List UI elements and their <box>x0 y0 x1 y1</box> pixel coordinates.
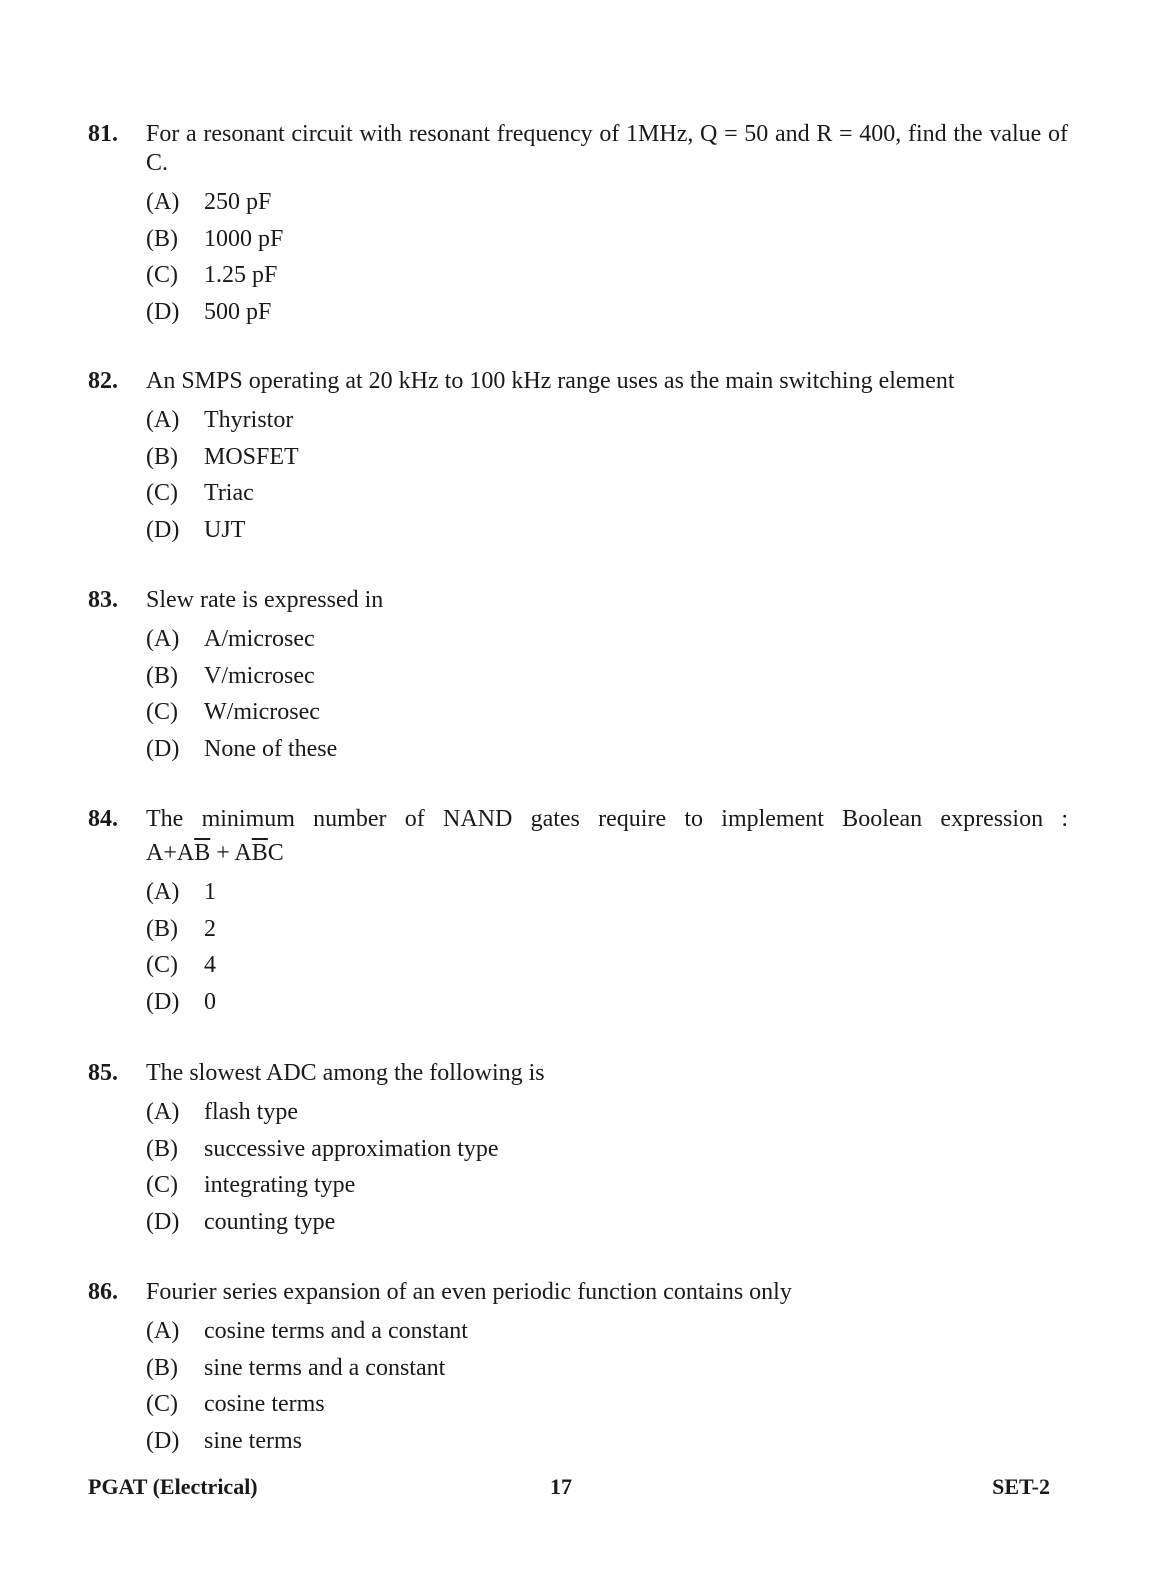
option-letter: (A) <box>146 1318 180 1344</box>
expression-part: A+A <box>146 840 195 866</box>
expression-part: + A <box>210 840 252 866</box>
option-c <box>146 694 1068 731</box>
option-text: successive approximation type <box>204 1135 499 1162</box>
option-text: integrating type <box>204 1172 356 1198</box>
option-letter: (A) <box>146 1099 180 1125</box>
question-text: Slew rate is expressed in <box>146 587 384 613</box>
option-letter: (B) <box>146 443 178 470</box>
option-d <box>146 294 1068 331</box>
option-text: Thyristor <box>204 407 294 433</box>
option-b <box>146 658 1068 695</box>
option-text: counting type <box>204 1208 336 1235</box>
option-d <box>146 1423 1068 1460</box>
option-letter: (B) <box>146 225 178 252</box>
option-letter: (C) <box>146 262 178 288</box>
option-list <box>146 621 1068 767</box>
option-b <box>146 911 1068 948</box>
option-list <box>146 1094 1068 1240</box>
question-number: 82. <box>88 368 118 394</box>
option-text: 4 <box>204 952 216 978</box>
option-list <box>146 402 1068 548</box>
option-letter: (B) <box>146 915 178 942</box>
option-text: flash type <box>204 1099 298 1125</box>
question-84 <box>88 805 1068 1020</box>
option-d <box>146 512 1068 549</box>
question-85 <box>88 1059 1068 1240</box>
question-text: The minimum number of NAND gates require to implement Boolean expression : <box>146 806 1068 832</box>
option-list <box>146 1313 1068 1459</box>
option-letter: (D) <box>146 298 180 325</box>
option-list <box>146 874 1068 1020</box>
option-letter: (C) <box>146 1391 178 1417</box>
question-text: The slowest ADC among the following is <box>146 1060 545 1086</box>
option-letter: (C) <box>146 952 178 978</box>
option-text: 1 <box>204 879 216 905</box>
footer-set-label: SET-2 <box>992 1474 1050 1499</box>
option-text: Triac <box>204 480 254 506</box>
option-text: 500 pF <box>204 298 272 325</box>
option-text: 1.25 pF <box>204 262 278 288</box>
option-letter: (A) <box>146 189 180 215</box>
expression-part: C <box>267 840 284 866</box>
option-letter: (B) <box>146 1354 178 1381</box>
boolean-expression <box>146 839 1068 868</box>
option-text: V/microsec <box>204 662 315 689</box>
option-c <box>146 1386 1068 1423</box>
option-a <box>146 874 1068 911</box>
option-text: 250 pF <box>204 189 272 215</box>
question-text: For a resonant circuit with resonant frequency of 1MHz, Q = 50 and R = 400, find the value of C. <box>146 121 1068 176</box>
question-text: An SMPS operating at 20 kHz to 100 kHz range uses as the main switching element <box>146 368 955 394</box>
page-footer <box>88 1472 1050 1502</box>
option-text: W/microsec <box>204 699 320 725</box>
option-c <box>146 257 1068 294</box>
option-a <box>146 1094 1068 1131</box>
question-81 <box>88 120 1068 330</box>
option-text: 2 <box>204 915 216 942</box>
option-c <box>146 475 1068 512</box>
option-list <box>146 184 1068 330</box>
option-c <box>146 947 1068 984</box>
option-text: None of these <box>204 735 338 762</box>
question-number: 85. <box>88 1060 118 1086</box>
question-text: Fourier series expansion of an even periodic function contains only <box>146 1279 792 1305</box>
option-letter: (A) <box>146 879 180 905</box>
option-text: sine terms and a constant <box>204 1354 446 1381</box>
option-text: A/microsec <box>204 626 315 652</box>
option-text: cosine terms <box>204 1391 325 1417</box>
option-b <box>146 439 1068 476</box>
option-text: 0 <box>204 988 216 1015</box>
option-text: cosine terms and a constant <box>204 1318 468 1344</box>
option-b <box>146 221 1068 258</box>
option-c <box>146 1167 1068 1204</box>
option-letter: (D) <box>146 1427 180 1454</box>
expression-part-complement: $\overline{B}$ <box>251 840 268 866</box>
option-a <box>146 1313 1068 1350</box>
option-d <box>146 1204 1068 1241</box>
option-a <box>146 402 1068 439</box>
option-text: MOSFET <box>204 443 299 470</box>
option-letter: (C) <box>146 1172 178 1198</box>
option-a <box>146 184 1068 221</box>
option-letter: (C) <box>146 699 178 725</box>
option-text: UJT <box>204 516 246 543</box>
expression-part-complement: $\overline{B}$ <box>194 840 211 866</box>
option-letter: (D) <box>146 1208 180 1235</box>
question-number: 83. <box>88 587 118 613</box>
question-86 <box>88 1278 1068 1459</box>
option-letter: (D) <box>146 988 180 1015</box>
option-a <box>146 621 1068 658</box>
option-letter: (D) <box>146 735 180 762</box>
option-b <box>146 1350 1068 1387</box>
option-letter: (D) <box>146 516 180 543</box>
option-d <box>146 984 1068 1021</box>
question-number: 81. <box>88 121 118 147</box>
question-number: 86. <box>88 1279 118 1305</box>
option-text: sine terms <box>204 1427 302 1454</box>
question-83 <box>88 586 1068 767</box>
footer-exam-title: PGAT (Electrical) <box>88 1474 258 1499</box>
option-d <box>146 731 1068 768</box>
option-letter: (B) <box>146 1135 178 1162</box>
option-letter: (A) <box>146 407 180 433</box>
footer-page-number: 17 <box>550 1474 572 1499</box>
question-number: 84. <box>88 806 118 832</box>
option-letter: (B) <box>146 662 178 689</box>
option-letter: (C) <box>146 480 178 506</box>
option-b <box>146 1131 1068 1168</box>
option-letter: (A) <box>146 626 180 652</box>
option-text: 1000 pF <box>204 225 284 252</box>
question-82 <box>88 367 1068 548</box>
